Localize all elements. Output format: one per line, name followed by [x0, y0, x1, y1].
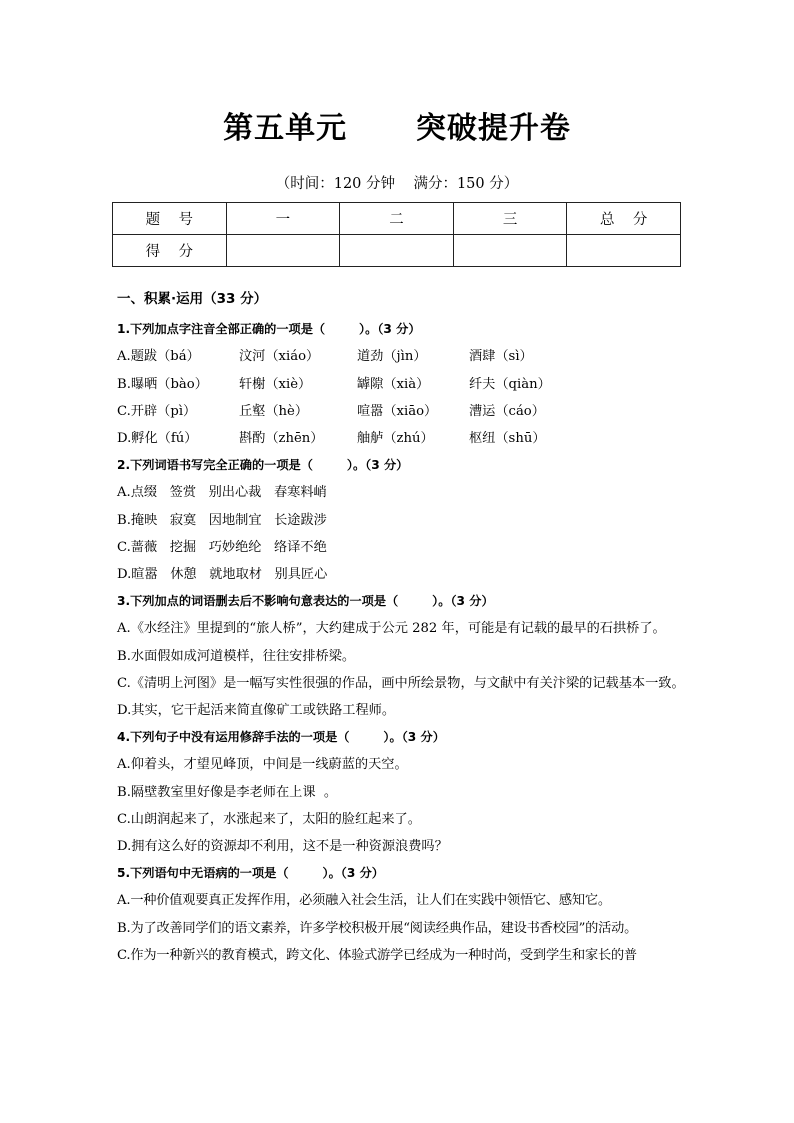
score-table-header-row — [113, 203, 681, 235]
option-word: 斟酌（zhēn） — [239, 431, 324, 447]
question-5-option-c: C.作为一种新兴的教育模式，跨文化、体验式游学已经成为一种时尚，受到学生和家长的普 — [117, 947, 637, 963]
question-2-option-c: C.蔷薇 挖掘 巧妙绝纶 络译不绝 — [117, 539, 327, 555]
score-blank — [340, 235, 454, 267]
score-blank — [226, 235, 340, 267]
score-cell-label: 题 号 — [113, 203, 227, 235]
question-3-option-d: D.其实，它干起活来简直像矿工或铁路工程师。 — [117, 703, 396, 719]
question-2-option-b: B.掩映 寂寞 因地制宜 长途跋涉 — [117, 512, 327, 528]
score-table-score-row — [113, 235, 681, 267]
option-word: C.开辟（pì） — [117, 403, 197, 419]
question-3-stem: 3.下列加点的词语删去后不影响句意表达的一项是（ ）。（3 分） — [117, 594, 494, 609]
score-table — [112, 202, 681, 267]
score-blank — [567, 235, 681, 267]
option-word: 丘壑（hè） — [239, 403, 309, 419]
score-cell-total: 总 分 — [567, 203, 681, 235]
exam-content — [117, 286, 685, 969]
question-4-stem: 4.下列句子中没有运用修辞手法的一项是（ ）。（3 分） — [117, 730, 445, 745]
option-word: 罅隙（xià） — [357, 376, 430, 392]
option-word: 酒肆（sì） — [469, 349, 533, 365]
option-word: 道劲（jìn） — [357, 349, 427, 365]
question-1-option-c — [117, 398, 685, 425]
question-5-option-b: B.为了改善同学们的语文素养，许多学校积极开展“阅读经典作品，建设书香校园”的活动。 — [117, 920, 638, 936]
question-1-option-d — [117, 425, 685, 452]
question-2-option-a: A.点缀 签赏 别出心裁 春寒料峭 — [117, 485, 327, 501]
question-5-option-a: A.一种价值观要真正发挥作用，必须融入社会生活，让人们在实践中领悟它、感知它。 — [117, 893, 611, 909]
option-word: 汶河（xiáo） — [239, 349, 320, 365]
option-word: 舳舻（zhú） — [357, 431, 434, 447]
question-1-option-b — [117, 371, 685, 398]
score-blank — [453, 235, 567, 267]
question-3-option-b: B.水面假如成河道模样，往往安排桥梁。 — [117, 648, 356, 664]
option-word: 轩榭（xiè） — [239, 376, 312, 392]
exam-info: （时间：120 分钟 满分：150 分） — [275, 176, 519, 192]
question-4-option-a: A.仰着头，才望见峰顶，中间是一线蔚蓝的天空。 — [117, 757, 408, 773]
score-row-label: 得 分 — [113, 235, 227, 267]
section-heading: 一、积累·运用（33 分） — [117, 291, 268, 307]
question-4-option-b: B.隔壁教室里好像是李老师在上课 。 — [117, 784, 338, 800]
question-1-option-a — [117, 343, 685, 370]
score-cell-part1: 一 — [226, 203, 340, 235]
score-cell-part3: 三 — [453, 203, 567, 235]
score-cell-part2: 二 — [340, 203, 454, 235]
option-word: D.孵化（fú） — [117, 431, 198, 447]
page-title: 第五单元 突破提升卷 — [223, 111, 571, 146]
option-word: A.题跋（bá） — [117, 349, 200, 365]
option-word: B.曝晒（bào） — [117, 376, 208, 392]
option-word: 漕运（cáo） — [469, 403, 545, 419]
question-3-option-a: A.《水经注》里提到的“旅人桥”，大约建成于公元 282 年，可能是有记载的最早的石拱桥了。 — [117, 621, 666, 637]
option-word: 喧嚣（xiāo） — [357, 403, 438, 419]
question-3-option-c: C.《清明上河图》是一幅写实性很强的作品，画中所绘景物，与文献中有关汴梁的记载基本一致。 — [117, 675, 685, 691]
question-1-stem: 1.下列加点字注音全部正确的一项是（ ）。（3 分） — [117, 322, 421, 337]
question-2-stem: 2.下列词语书写完全正确的一项是（ ）。（3 分） — [117, 458, 409, 473]
option-word: 纤夫（qiàn） — [469, 376, 551, 392]
question-5-stem: 5.下列语句中无语病的一项是（ ）。（3 分） — [117, 866, 384, 881]
question-4-option-c: C.山朗润起来了，水涨起来了，太阳的脸红起来了。 — [117, 811, 421, 827]
question-2-option-d: D.暄嚣 休憩 就地取材 别具匠心 — [117, 567, 328, 583]
question-4-option-d: D.拥有这么好的资源却不利用，这不是一种资源浪费吗？ — [117, 839, 448, 855]
option-word: 枢纽（shū） — [469, 431, 546, 447]
